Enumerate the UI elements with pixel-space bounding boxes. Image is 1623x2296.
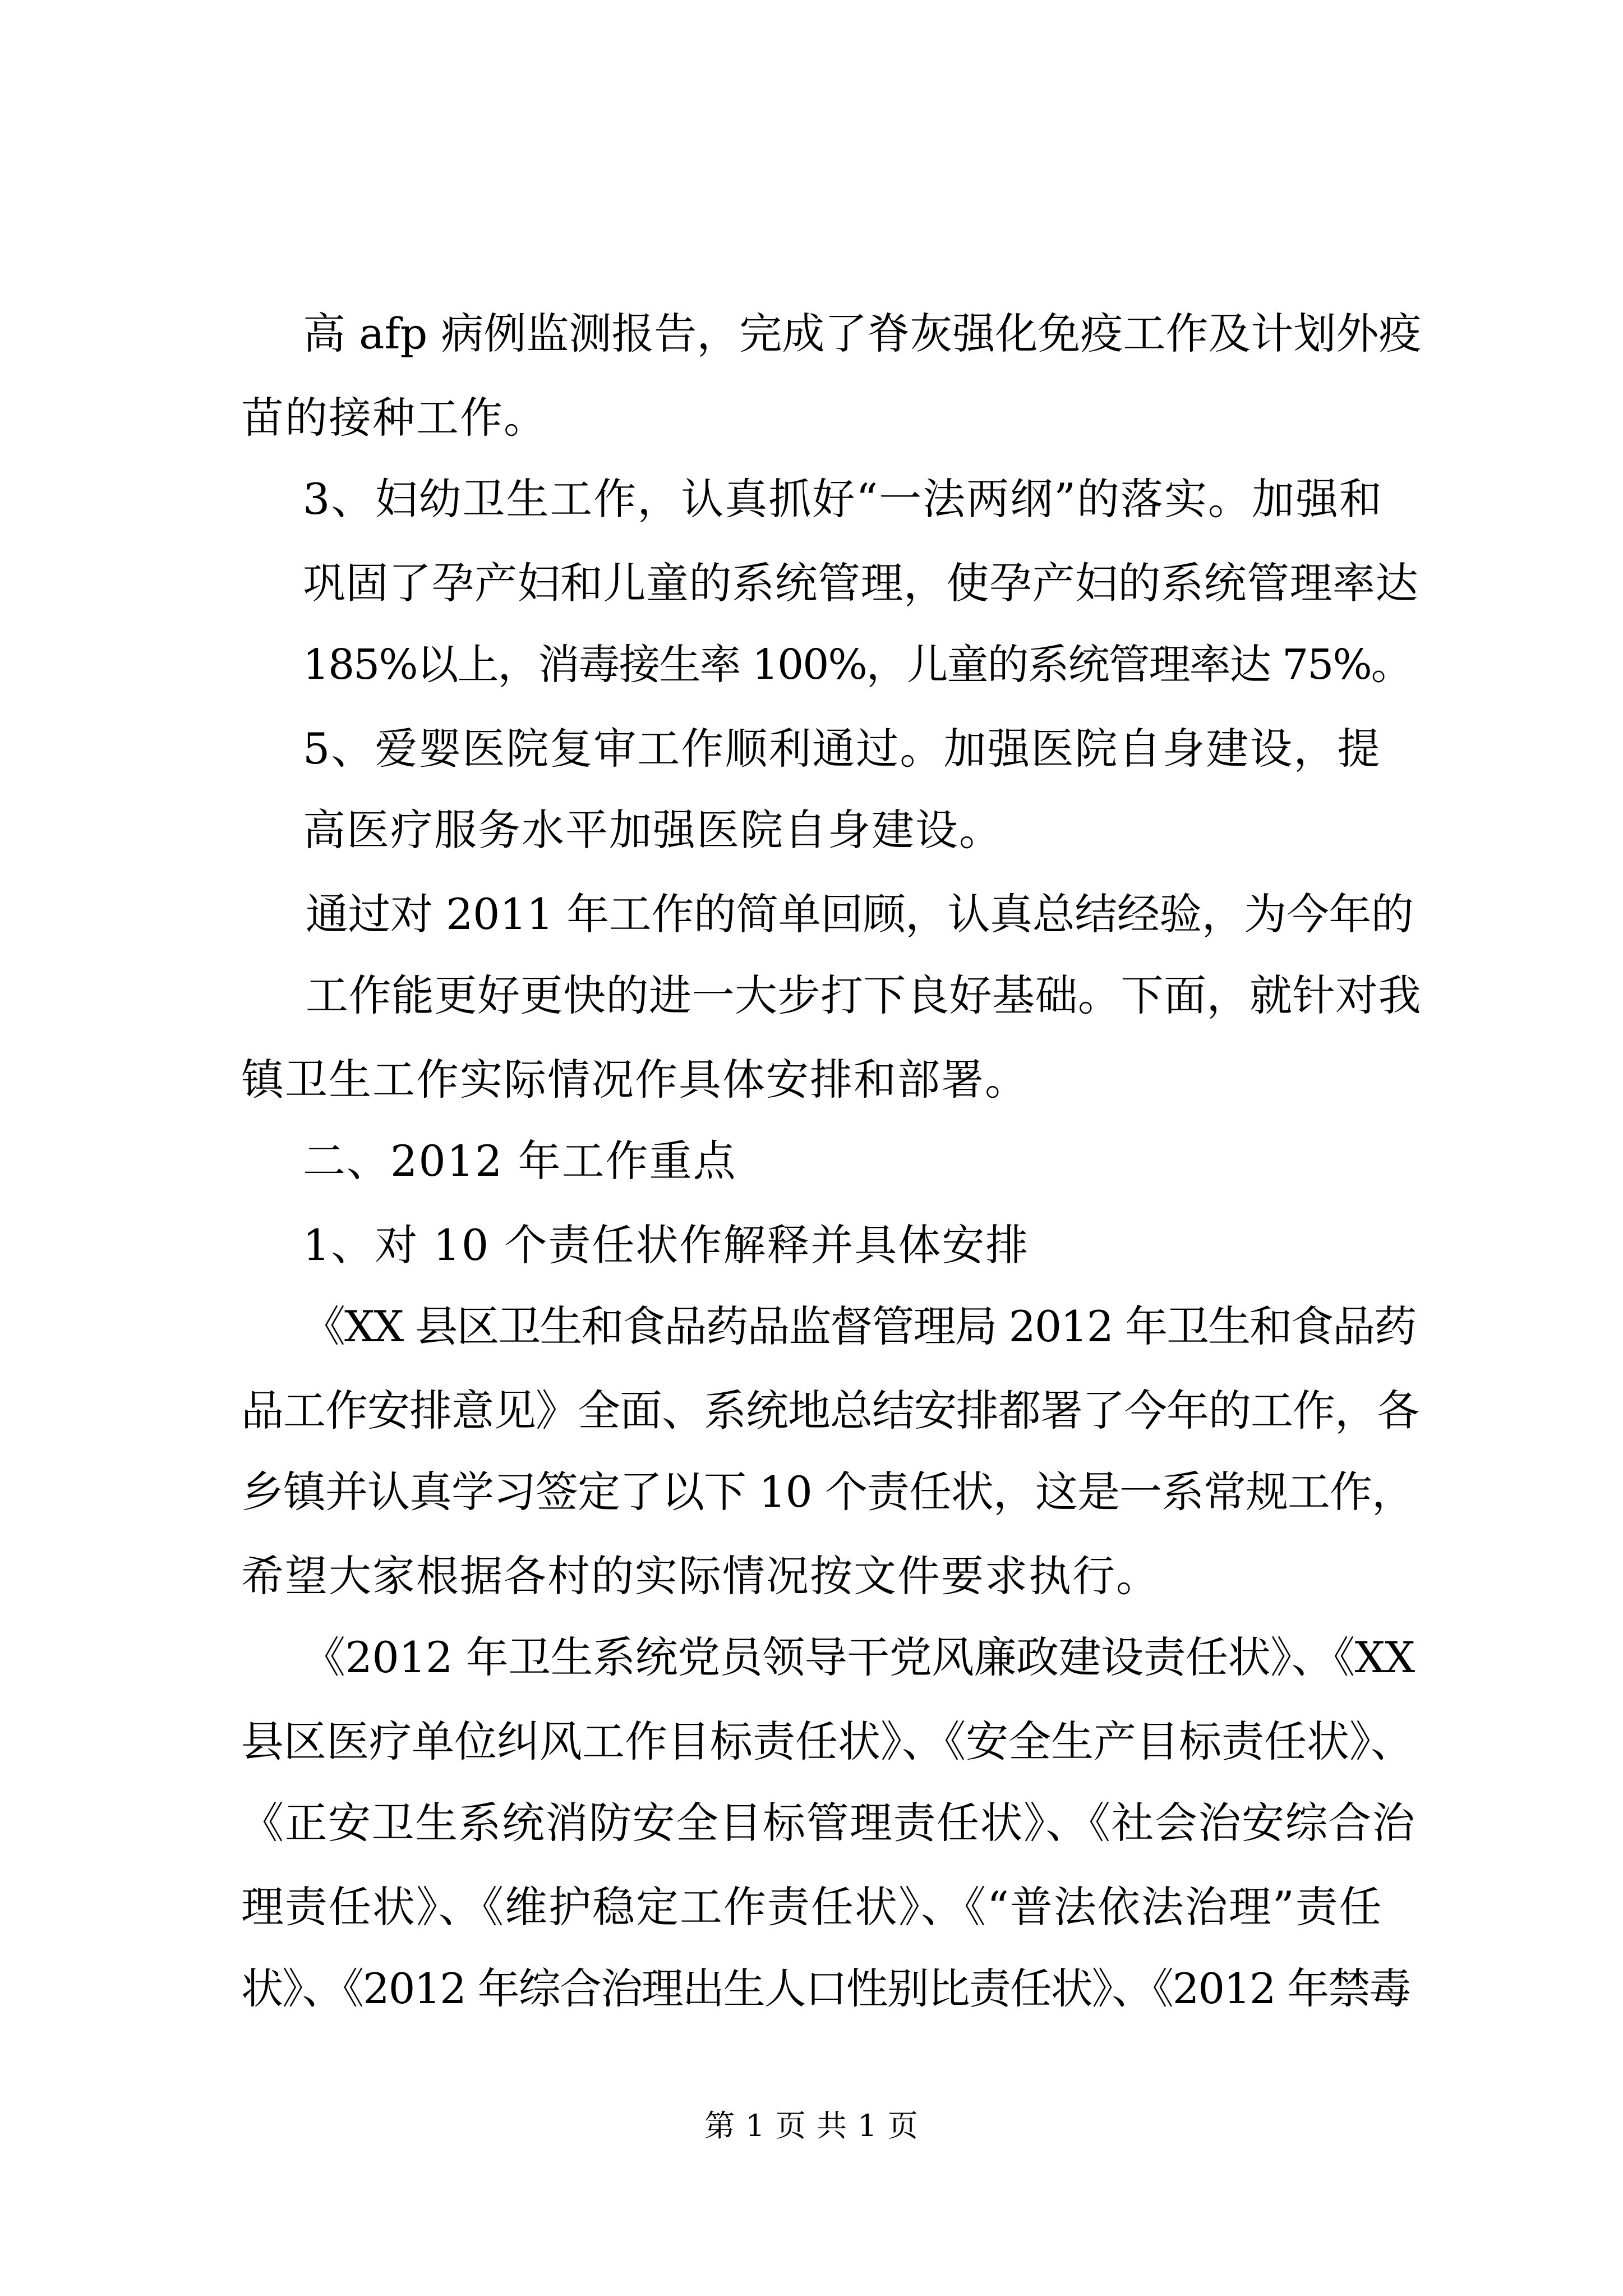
text-line: 《正安卫生系统消防安全目标管理责任状》、《社会治安综合治	[241, 1798, 1415, 1848]
text-line: 苗的接种工作。	[241, 393, 547, 443]
text-line: 理责任状》、《维护稳定工作责任状》、《“普法依法治理”责任	[241, 1882, 1383, 1932]
text-line: 巩固了孕产妇和儿童的系统管理，使孕产妇的系统管理率达	[303, 558, 1418, 608]
text-line: 工作能更好更快的进一大步打下良好基础。下面，就针对我	[306, 970, 1421, 1020]
text-line: 县区医疗单位纠风工作目标责任状》、《安全生产目标责任状》、	[241, 1717, 1413, 1766]
text-line: 高医疗服务水平加强医院自身建设。	[303, 805, 1003, 855]
section-heading: 二、2012 年工作重点	[303, 1136, 737, 1186]
text-line: 希望大家根据各村的实际情况按文件要求执行。	[241, 1551, 1160, 1601]
text-line: 乡镇并认真学习签定了以下 10 个责任状，这是一系常规工作，	[241, 1467, 1414, 1517]
text-line: 高 afp 病例监测报告，完成了脊灰强化免疫工作及计划外疫	[303, 309, 1422, 358]
page-number-footer: 第 1 页 共 1 页	[704, 2108, 919, 2143]
text-line: 《XX 县区卫生和食品药品监督管理局 2012 年卫生和食品药	[303, 1301, 1416, 1351]
text-line: 品工作安排意见》全面、系统地总结安排都署了今年的工作，各	[241, 1386, 1419, 1435]
text-line: 3、妇幼卫生工作，认真抓好“一法两纲”的落实。加强和	[303, 474, 1384, 524]
text-line: 1、对 10 个责任状作解释并具体安排	[303, 1220, 1030, 1270]
text-line: 状》、《2012 年综合治理出生人口性别比责任状》、《2012 年禁毒	[241, 1964, 1410, 2013]
text-line: 镇卫生工作实际情况作具体安排和部署。	[241, 1055, 1029, 1105]
text-line: 《2012 年卫生系统党员领导干党风廉政建设责任状》、《XX	[303, 1632, 1415, 1682]
text-line: 185%以上，消毒接生率 100%，儿童的系统管理率达 75%。	[303, 641, 1412, 689]
text-line: 5、爱婴医院复审工作顺利通过。加强医院自身建设，提	[303, 724, 1381, 774]
text-line: 通过对 2011 年工作的简单回顾，认真总结经验，为今年的	[306, 889, 1414, 939]
